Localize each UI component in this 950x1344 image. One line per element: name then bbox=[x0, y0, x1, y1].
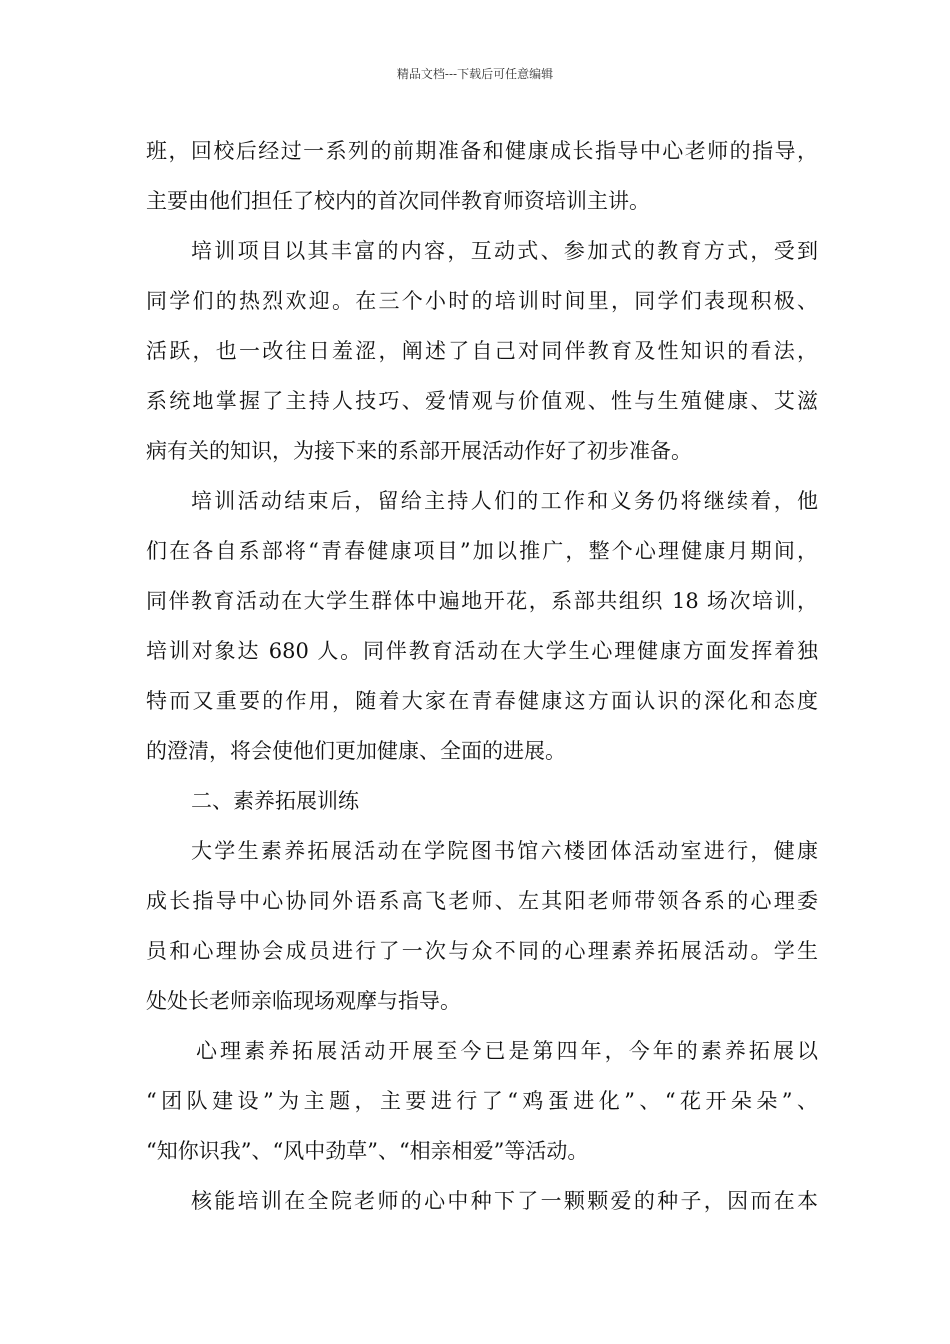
paragraph-line: 主要由他们担任了校内的首次同伴教育师资培训主讲。 bbox=[146, 189, 650, 213]
paragraph-line: 成长指导中心协同外语系高飞老师、左其阳老师带领各系的心理委 bbox=[146, 889, 818, 913]
paragraph-line: 特而又重要的作用，随着大家在青春健康这方面认识的深化和态度 bbox=[146, 689, 818, 713]
paragraph-line: 病有关的知识，为接下来的系部开展活动作好了初步准备。 bbox=[146, 439, 692, 463]
paragraph-line: 培训项目以其丰富的内容，互动式、参加式的教育方式，受到 bbox=[191, 239, 818, 263]
paragraph-line: 同伴教育活动在大学生群体中遍地开花，系部共组织 18 场次培训， bbox=[146, 589, 818, 613]
paragraph-line: 心理素养拓展活动开展至今已是第四年，今年的素养拓展以 bbox=[196, 1039, 818, 1063]
paragraph-line: 班，回校后经过一系列的前期准备和健康成长指导中心老师的指导， bbox=[146, 139, 818, 163]
paragraph-line: 活跃，也一改往日羞涩，阐述了自己对同伴教育及性知识的看法， bbox=[146, 339, 818, 363]
paragraph-line: 的澄清，将会使他们更加健康、全面的进展。 bbox=[146, 739, 566, 763]
paragraph-line: “团队建设”为主题，主要进行了“鸡蛋进化”、“花开朵朵”、 bbox=[146, 1089, 818, 1113]
page-header: 精品文档---下载后可任意编辑 bbox=[396, 67, 554, 81]
paragraph-line: 系统地掌握了主持人技巧、爱情观与价值观、性与生殖健康、艾滋 bbox=[146, 389, 818, 413]
paragraph-line: 大学生素养拓展活动在学院图书馆六楼团体活动室进行，健康 bbox=[191, 839, 818, 863]
paragraph-line: 们在各自系部将“青春健康项目”加以推广，整个心理健康月期间， bbox=[146, 539, 818, 563]
paragraph-line: 同学们的热烈欢迎。在三个小时的培训时间里，同学们表现积极、 bbox=[146, 289, 818, 313]
paragraph-line: 培训活动结束后，留给主持人们的工作和义务仍将继续着，他 bbox=[191, 489, 818, 513]
paragraph-line: 处处长老师亲临现场观摩与指导。 bbox=[146, 989, 461, 1013]
section-heading: 二、素养拓展训练 bbox=[191, 789, 359, 813]
document-body bbox=[146, 126, 818, 1226]
paragraph-line: “知你识我”、“风中劲草”、“相亲相爱”等活动。 bbox=[146, 1139, 589, 1163]
paragraph-line: 培训对象达 680 人。同伴教育活动在大学生心理健康方面发挥着独 bbox=[146, 639, 818, 663]
paragraph-line: 核能培训在全院老师的心中种下了一颗颗爱的种子，因而在本 bbox=[191, 1189, 818, 1213]
paragraph-line: 员和心理协会成员进行了一次与众不同的心理素养拓展活动。学生 bbox=[146, 939, 818, 963]
